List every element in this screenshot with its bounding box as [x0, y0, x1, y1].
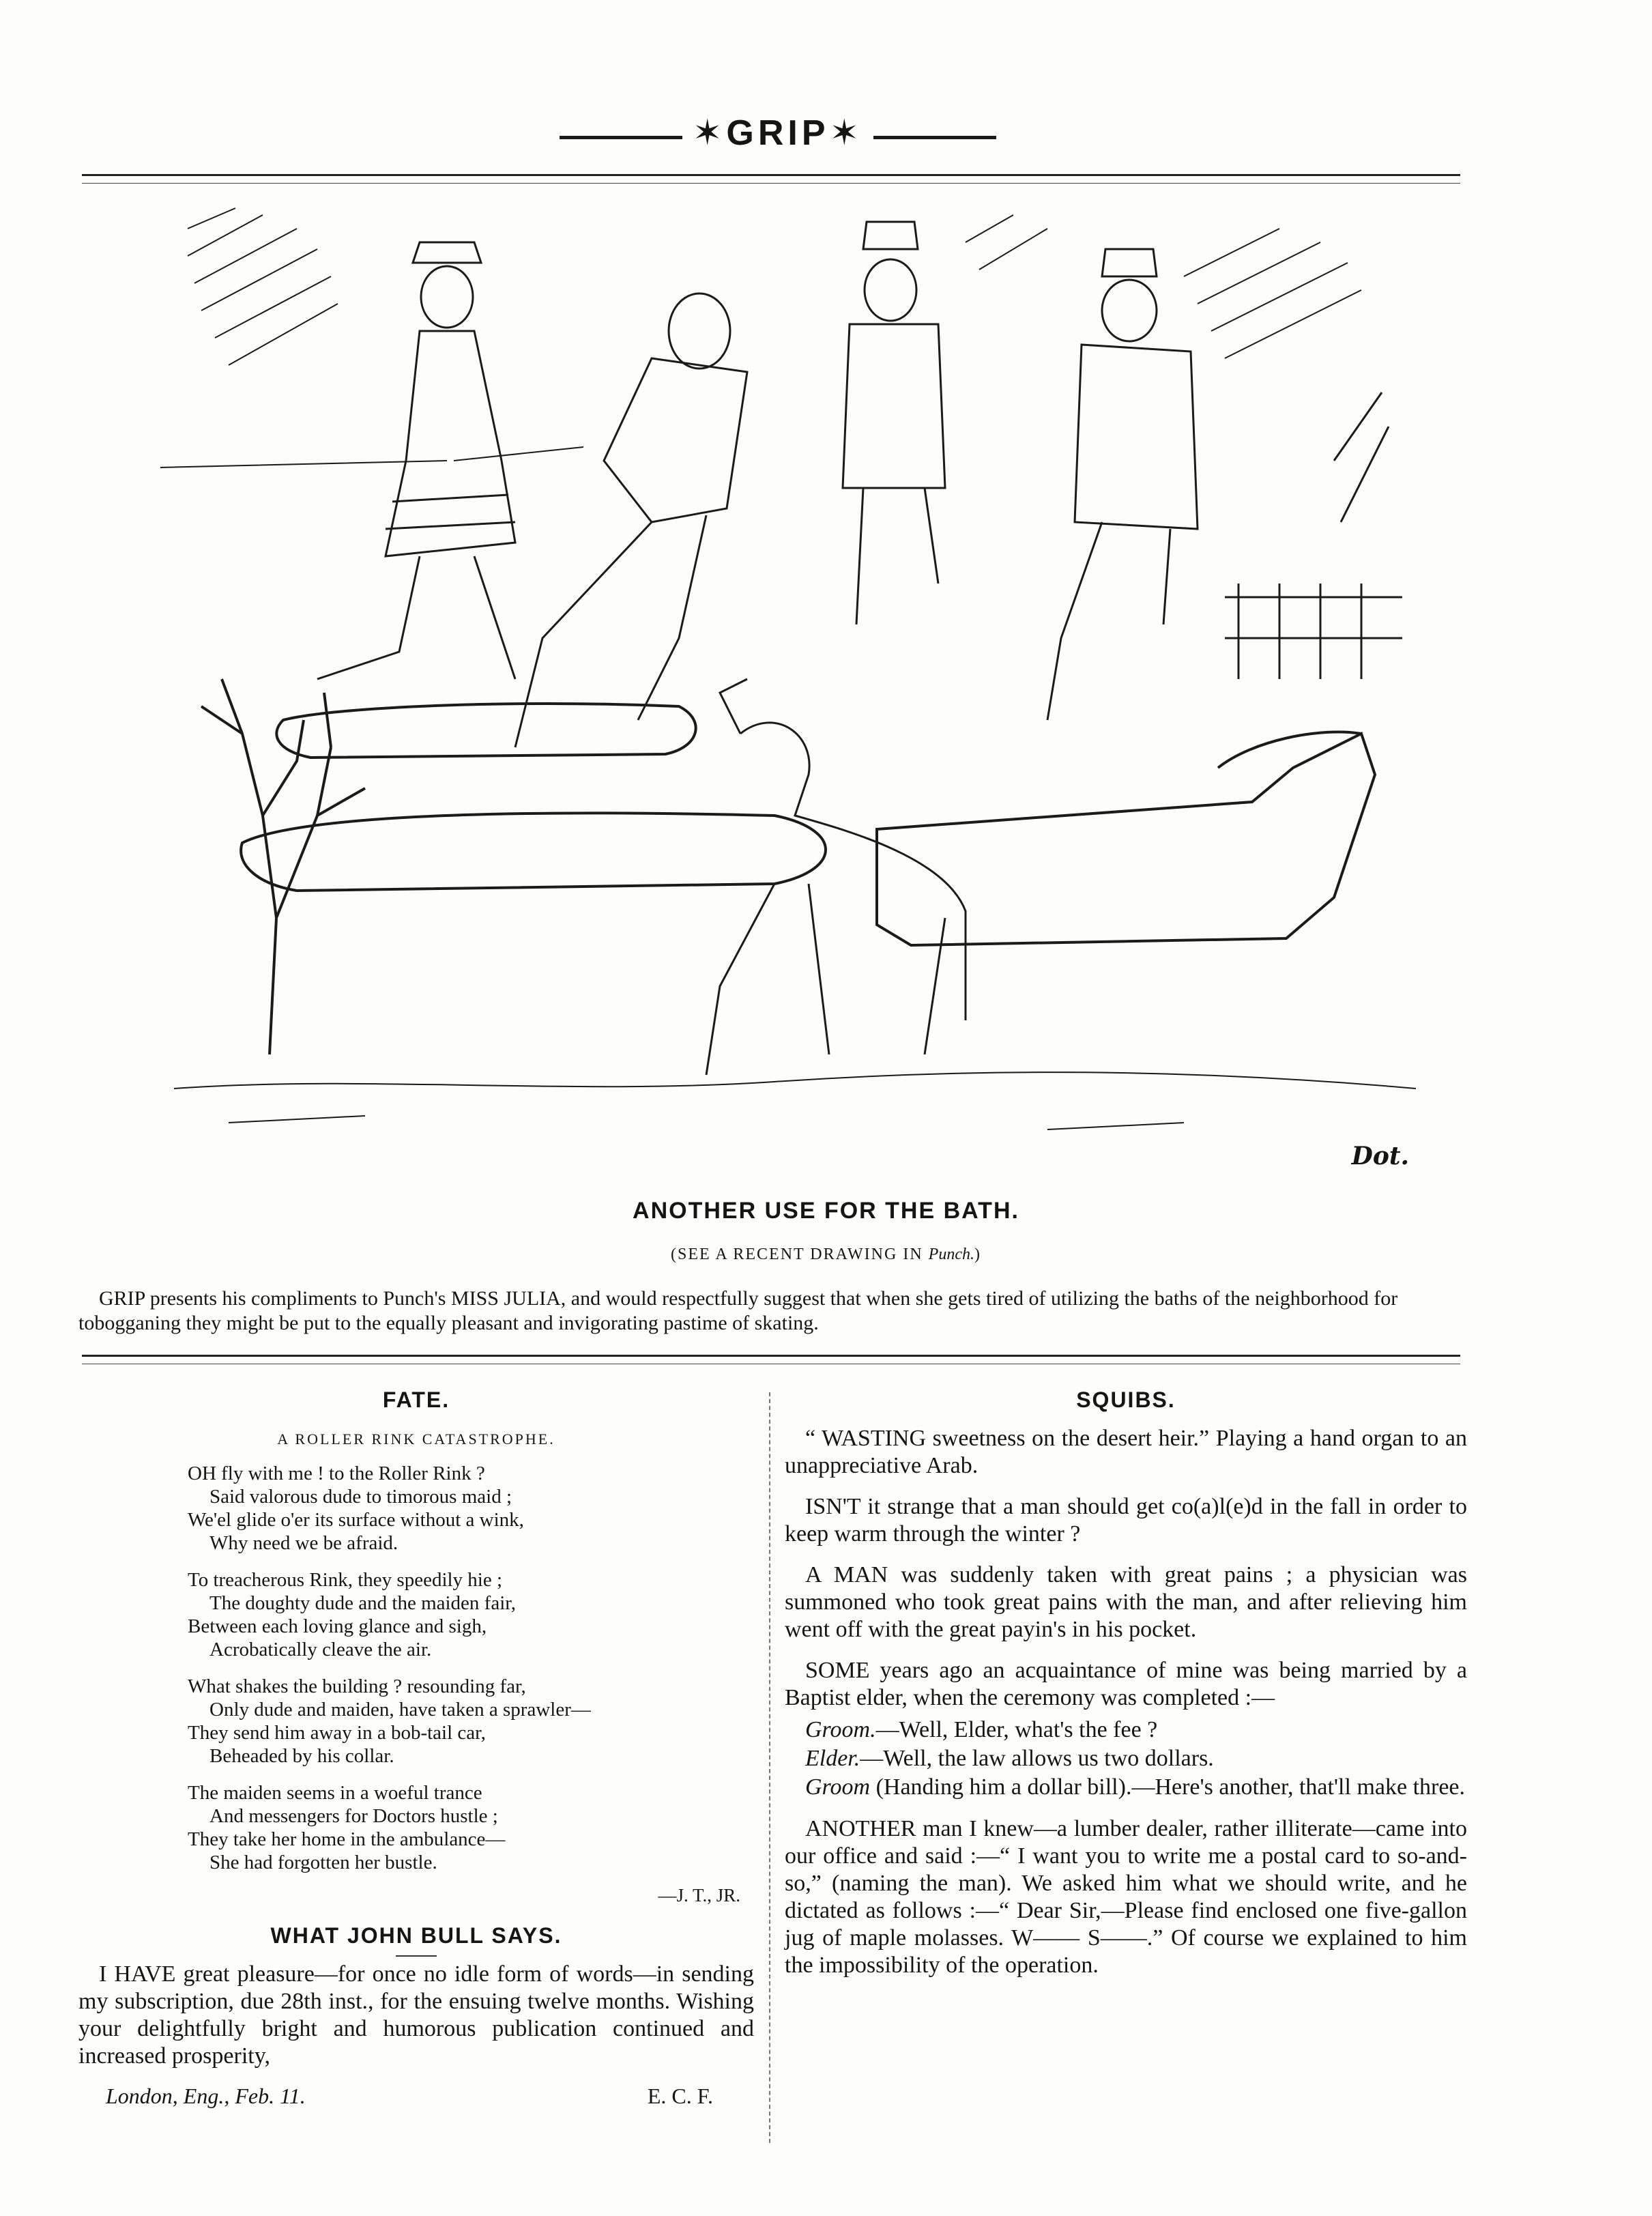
- poem-line: Only dude and maiden, have taken a sprawler—: [209, 1699, 591, 1721]
- fence: [1225, 392, 1402, 679]
- poem-line: To treacherous Rink, they speedily hie ;: [188, 1569, 503, 1591]
- fate-title: FATE.: [382, 1387, 450, 1412]
- speaker: Groom: [805, 1774, 871, 1800]
- bare-tree: [201, 679, 365, 1054]
- section-rule: [82, 1355, 1460, 1364]
- fate-subtitle: A ROLLER RINK CATASTROPHE.: [277, 1430, 555, 1448]
- john-bull-title: WHAT JOHN BULL SAYS.: [270, 1923, 562, 1948]
- right-column: [785, 1384, 1467, 1993]
- dialogue-line: [785, 1773, 1467, 1802]
- bath-tubs: [241, 704, 1375, 945]
- poem-line: Said valorous dude to timorous maid ;: [209, 1486, 512, 1508]
- poem-line: They send him away in a bob-tail car,: [188, 1722, 486, 1744]
- john-bull-text: I HAVE great pleasure—for once no idle form of words—in sending my subscription, due 28th inst., for the ensuing twelve months. Wishing your delightfully bright and humorous publication continued and increased prosperity,: [78, 1961, 754, 2069]
- john-bull-signoff: [78, 2084, 754, 2109]
- poem-line: What shakes the building ? resounding far,: [188, 1675, 526, 1697]
- woman-skater: [317, 242, 515, 679]
- poem-line: They take her home in the ambulance—: [188, 1828, 506, 1850]
- dialogue-line: [785, 1716, 1467, 1744]
- poem-line: And messengers for Doctors hustle ;: [209, 1805, 498, 1827]
- line: —Well, the law allows us two dollars.: [860, 1746, 1214, 1771]
- poem-stanza: [188, 1462, 754, 1555]
- fate-signature: —J. T., JR.: [658, 1885, 740, 1905]
- subtitle-suffix: ): [974, 1246, 981, 1263]
- masthead-rule-right: [873, 136, 996, 139]
- dog: [706, 679, 966, 1075]
- subtitle-italic: Punch.: [928, 1246, 974, 1263]
- background-hatching: [160, 208, 1361, 467]
- line: (Handing him a dollar bill).—Here's another, that'll make three.: [870, 1774, 1466, 1800]
- dialogue-line: [785, 1744, 1467, 1773]
- left-column: [78, 1384, 754, 2109]
- poem-line: Acrobatically cleave the air.: [209, 1639, 432, 1660]
- cartoon-title: ANOTHER USE FOR THE BATH.: [633, 1198, 1019, 1224]
- poem-line: Between each loving glance and sigh,: [188, 1615, 487, 1637]
- header-rule: [82, 174, 1460, 184]
- squibs-title: SQUIBS.: [1076, 1387, 1176, 1412]
- poem-line: The doughty dude and the maiden fair,: [209, 1592, 517, 1614]
- place-date: London, Eng., Feb. 11.: [106, 2084, 306, 2108]
- title-rule: [396, 1955, 437, 1957]
- column-divider: [769, 1392, 770, 2143]
- standing-gentleman-right: [1047, 249, 1198, 720]
- squib-paragraph: “ WASTING sweetness on the desert heir.” Playing a hand organ to an unappreciative Arab.: [785, 1426, 1467, 1478]
- standing-gentleman-left: [843, 222, 945, 624]
- squib-paragraph: A MAN was suddenly taken with great pains ; a physician was summoned who took great pains with the man, and after relieving him went off with the great payin's in his pocket.: [785, 1562, 1467, 1642]
- poem-stanza: [188, 1568, 754, 1661]
- masthead: [560, 113, 996, 154]
- cartoon-caption: GRIP presents his compliments to Punch's MISS JULIA, and would respectfully suggest that when she gets tired of utilizing the baths of the neighborhood for tobogganing they might be put to the equally pleasant and invigorating pastime of skating.: [78, 1287, 1398, 1334]
- squib-paragraph: SOME years ago an acquaintance of mine was being married by a Baptist elder, when the ceremony was completed :—: [785, 1658, 1467, 1710]
- falling-skater: [515, 293, 747, 747]
- squib-paragraph: ISN'T it strange that a man should get co(a)l(e)d in the fall in order to keep warm through the winter ?: [785, 1494, 1467, 1546]
- poem-line: Beheaded by his collar.: [209, 1745, 394, 1767]
- line: —Well, Elder, what's the fee ?: [875, 1717, 1158, 1742]
- poem-line: We'el glide o'er its surface without a wink,: [188, 1509, 524, 1531]
- speaker: Groom.: [805, 1717, 876, 1742]
- poem-line: She had forgotten her bustle.: [209, 1852, 437, 1873]
- poem-stanza: [188, 1781, 754, 1874]
- subtitle-prefix: (SEE A RECENT DRAWING IN: [671, 1246, 929, 1263]
- masthead-rule-left: [560, 136, 682, 139]
- cartoon-illustration: [160, 201, 1436, 1177]
- poem-line: The maiden seems in a woeful trance: [188, 1782, 482, 1804]
- ice-ground: [174, 1072, 1416, 1129]
- cartoon-subtitle: [0, 1246, 1652, 1264]
- fate-poem: [78, 1462, 754, 1874]
- artist-signature: Dot.: [1351, 1142, 1409, 1170]
- poem-line: Why need we be afraid.: [209, 1532, 398, 1554]
- masthead-title: ✶GRIP✶: [692, 113, 864, 153]
- speaker: Elder.: [805, 1746, 860, 1771]
- poem-stanza: [188, 1675, 754, 1768]
- squib-paragraph: ANOTHER man I knew—a lumber dealer, rather illiterate—came into our office and said :—“ I want you to write me a postal card to so-and-so,” (naming the man). We asked him what we should write, and he dictated as follows :—“ Dear Sir,—Please find enclosed one five-gallon jug of maple molasses. W—— S——.” Of course we explained to him the impossibility of the operation.: [785, 1816, 1467, 1978]
- poem-line: OH fly with me ! to the Roller Rink ?: [188, 1463, 485, 1484]
- skating-bath-drawing: [160, 201, 1436, 1177]
- initials: E. C. F.: [647, 2084, 713, 2108]
